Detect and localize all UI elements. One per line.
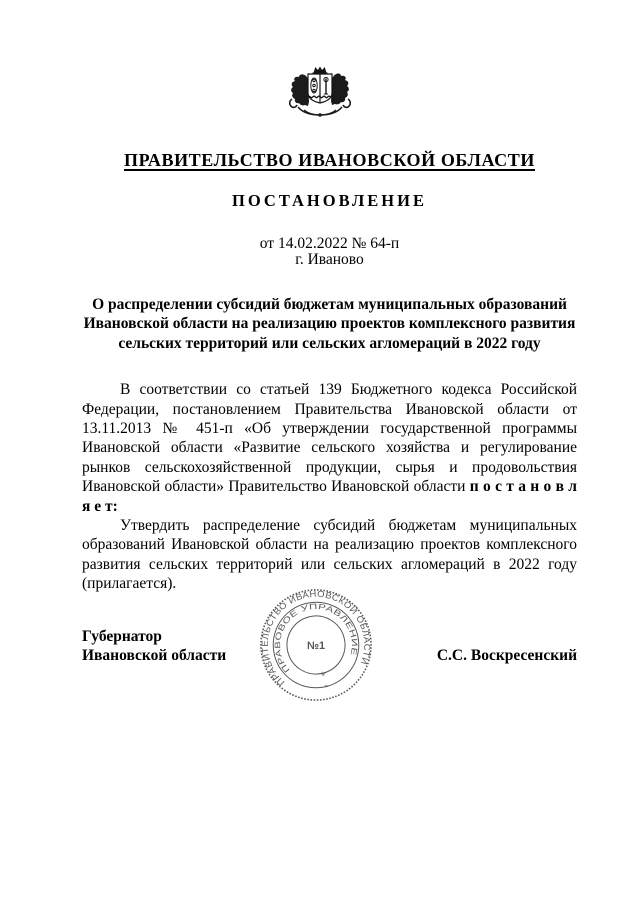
stamp-bottom-mark2: × bbox=[324, 683, 329, 691]
stamp-number: №1 bbox=[306, 639, 326, 652]
document-type-heading: ПОСТАНОВЛЕНИЕ bbox=[232, 191, 427, 210]
signatory-position-line1: Губернатор bbox=[82, 627, 162, 645]
preamble-text: В соответствии со статьей 139 Бюджетного кодекса Российской Федерации, постановлением Правительства Ивановской области от 13.11.2013 № 451-п «Об утверждении государственной программы Ивановской области «Развитие сельского хозяйства и регулирование рынков сельскохозяйственной продукции, сырья и продовольствия Ивановской области» Правительство Ивановской области bbox=[82, 381, 577, 496]
preamble-paragraph bbox=[82, 380, 577, 516]
resolution-paragraph: Утвердить распределение субсидий бюджетам муниципальных образований Ивановской области на реализацию проектов комплексного развития сельских территорий или сельских агломераций в 2022 году (прилагается). bbox=[82, 517, 577, 593]
signatory-name: С.С. Воскресенский bbox=[436, 646, 577, 664]
issuing-authority-text: ПРАВИТЕЛЬСТВО ИВАНОВСКОЙ ОБЛАСТИ bbox=[123, 150, 535, 170]
stamp-bottom-mark: ✳ bbox=[319, 670, 328, 680]
decree-title: О распределении субсидий бюджетам муниципальных образований Ивановской области на реализацию проектов комплексного развития сельских территорий или сельских агломераций в 2022 году bbox=[83, 296, 576, 352]
official-stamp-icon bbox=[257, 586, 375, 704]
stamp-outer-text: ПРАВИТЕЛЬСТВО ИВАНОВСКОЙ ОБЛАСТИ bbox=[259, 588, 373, 688]
date-number-line: от 14.02.2022 № 64-п bbox=[259, 235, 400, 252]
stamp-inner-text: ПРАВОВОЕ УПРАВЛЕНИЕ bbox=[273, 602, 359, 675]
signatory-position-line2: Ивановской области bbox=[82, 646, 227, 664]
issuing-authority-heading bbox=[82, 149, 577, 172]
signatory-position bbox=[82, 627, 226, 665]
place-line: г. Иваново bbox=[295, 251, 364, 268]
resolution-word: п о с т а н о в л я е т: bbox=[82, 478, 578, 515]
emblem-container bbox=[0, 0, 640, 123]
coat-of-arms-icon bbox=[280, 64, 360, 118]
